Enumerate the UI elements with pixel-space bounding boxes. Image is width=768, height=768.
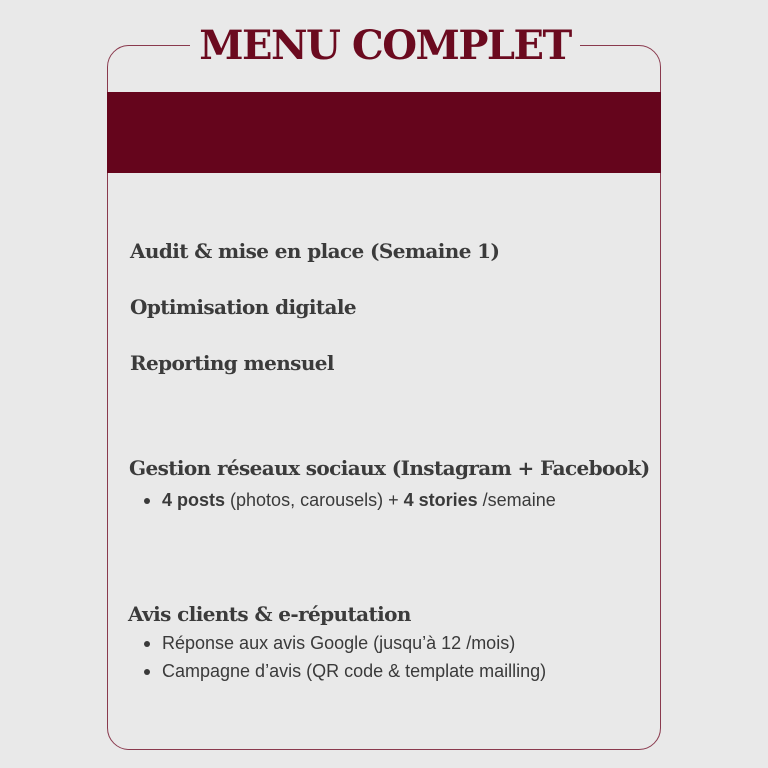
reviews-bullets	[140, 629, 546, 685]
stories-count: 4 stories	[403, 490, 478, 510]
posts-count: 4 posts	[162, 490, 226, 510]
header-band	[107, 92, 661, 173]
section-reviews: Avis clients & e-réputation	[128, 602, 411, 626]
list-item: Campagne d’avis (QR code & template mailling)	[140, 657, 546, 685]
page-title: MENU COMPLET	[199, 22, 571, 69]
list-item: Réponse aux avis Google (jusqu’à 12 /mois)	[140, 629, 546, 657]
social-bullets	[140, 486, 556, 514]
section-optimisation: Optimisation digitale	[130, 295, 356, 319]
posts-detail: (photos, carousels) +	[225, 490, 404, 510]
section-audit: Audit & mise en place (Semaine 1)	[130, 239, 500, 263]
section-reporting: Reporting mensuel	[130, 351, 334, 375]
list-item	[140, 486, 556, 514]
section-social: Gestion réseaux sociaux (Instagram + Facebook)	[129, 456, 650, 480]
stories-detail: /semaine	[477, 490, 556, 510]
